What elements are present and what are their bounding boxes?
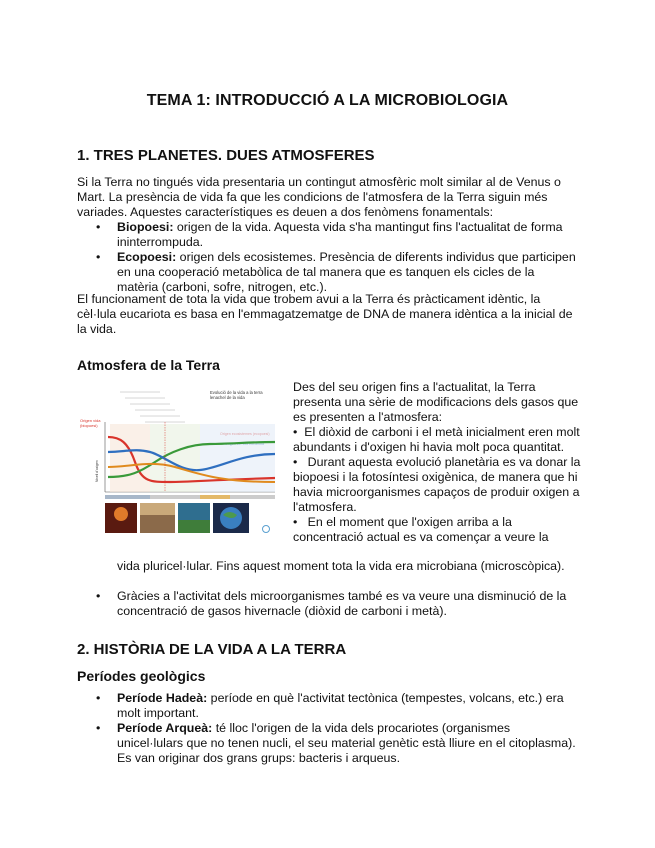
figure-label-origen-vida: Origen vida: [80, 418, 101, 423]
atmosfera-list-continued: [77, 589, 577, 619]
figure-title-line-1: Evolució de la vida a la terra: [210, 390, 263, 395]
list-item: [77, 589, 577, 619]
list-item-term: Ecopoesi:: [117, 250, 177, 264]
figure-title-line-2: lenachel de la vida: [210, 395, 245, 400]
list-item-text: origen de la vida. Aquesta vida s'ha mantingut fins l'actualitat de forma ininterrompuda.: [117, 220, 563, 249]
section-2-list: [77, 691, 577, 766]
list-item-term: Període Arqueà:: [117, 721, 213, 735]
bullet-text: El diòxid de carboni i el metà inicialment eren molt abundants i d'oxigen hi havia molt poca quantitat.: [293, 425, 580, 454]
figure-axis-label: Nivell d'oxigen: [95, 460, 99, 482]
section-2-heading: 2. HISTÒRIA DE LA VIDA A LA TERRA: [77, 641, 347, 658]
list-item-term: Període Hadeà:: [117, 691, 208, 705]
section-1-list: [77, 220, 577, 295]
atmosfera-heading: Atmosfera de la Terra: [77, 357, 220, 373]
section-1-heading: 1. TRES PLANETES. DUES ATMOSFERES: [77, 147, 375, 164]
section-1-outro: El funcionament de tota la vida que trobem avui a la Terra és pràcticament idèntic, la cèl·lula eucariota es basa en l'emmagatzematge de DNA de manera idèntica a la inicial de la vida.: [77, 292, 573, 336]
bullet-text: En el moment que l'oxigen arriba a la concentració actual es va començar a veure la: [293, 515, 549, 544]
list-item-term: Biopoesi:: [117, 220, 174, 234]
section-1-intro: Si la Terra no tingués vida presentaria un contingut atmosfèric molt similar al de Venus o Mart. La presència de vida fa que les condicions de l'atmosfera de la Terra siguin més variades. Aquestes característiques es deuen a dos fenòmens fonamentals:: [77, 175, 561, 219]
list-item: [77, 691, 577, 721]
atmosfera-bullet-2: • Durant aquesta evolució planetària es va donar la biopoesi i la fotosíntesi oxigènica, de manera que hi havia microorganismes capaços de produir oxigen a l'atmosfera.: [293, 455, 581, 514]
section-2-subheading: Períodes geològics: [77, 668, 206, 684]
list-item: [77, 250, 577, 295]
atmosfera-bullet-3-start: • En el moment que l'oxigen arriba a la concentració actual es va començar a veure la: [293, 515, 549, 544]
atmosfera-intro: Des del seu origen fins a l'actualitat, la Terra presenta una sèrie de modificacions dels gasos que es presenten a l'atmosfera:: [293, 380, 579, 424]
list-item-text: Gràcies a l'activitat dels microorganismes també es va veure una disminució de la concentració de gasos hivernacle (diòxid de carboni i metà).: [117, 589, 567, 618]
bullet-text: Durant aquesta evolució planetària es va donar la biopoesi i la fotosíntesi oxigènica, de manera que hi havia microorganismes capaços de produir oxigen a l'atmosfera.: [293, 455, 581, 514]
list-item-text: període en què l'activitat tectònica (tempestes, volcans, etc.) era molt important.: [117, 691, 564, 720]
atmosfera-bullet-1: • El diòxid de carboni i el metà inicialment eren molt abundants i d'oxigen hi havia molt poca quantitat.: [293, 425, 580, 454]
atmosphere-evolution-figure: [80, 382, 285, 542]
atmosfera-bullet-3-end: vida pluricel·lular. Fins aquest moment tota la vida era microbiana (microscòpica).: [117, 559, 565, 573]
page-title: TEMA 1: INTRODUCCIÓ A LA MICROBIOLOGIA: [146, 92, 509, 109]
list-item: [77, 220, 577, 250]
list-item: [77, 721, 577, 766]
atmosfera-side-text: [293, 380, 583, 545]
figure-label-biopoesi: (biopoesi): [80, 423, 98, 428]
list-item-text: té lloc l'origen de la vida dels procariotes (organismes unicel·lulars que no tenen nucli, el seu material genètic està lliure en el citoplasma). Es van originar dos grans grups: bacteris i arqueus.: [117, 721, 576, 765]
list-item-text: origen dels ecosistemes. Presència de diferents individus que participen en una cooperació metabòlica de tal manera que es tanquen els cicles de la matèria (carboni, sofre, nitrogen, etc.).: [117, 250, 576, 294]
